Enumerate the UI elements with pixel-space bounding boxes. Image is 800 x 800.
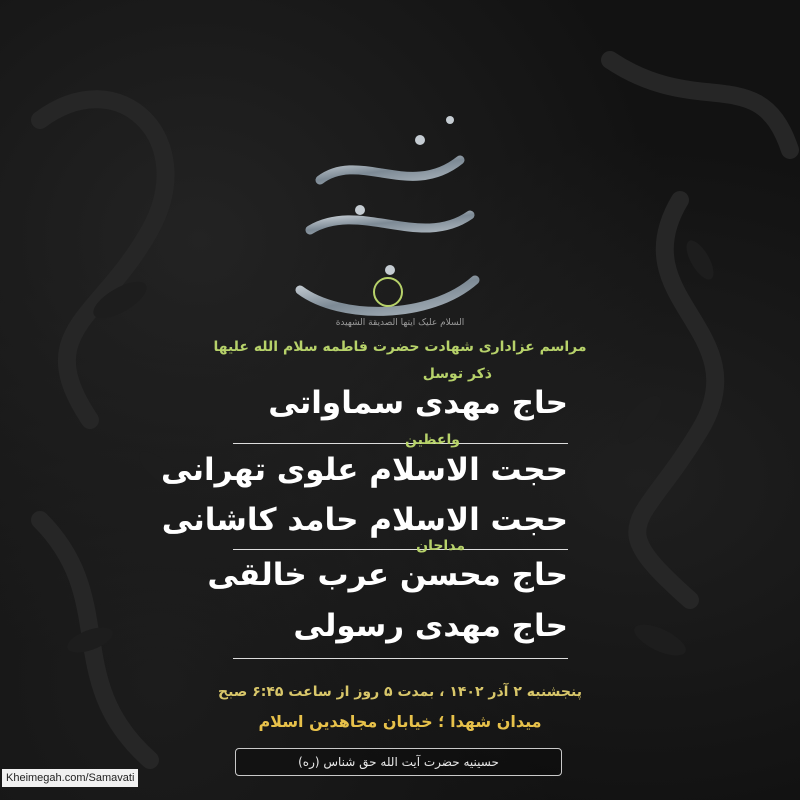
organizer-badge: حسینیه حضرت آیت الله حق شناس (ره) [235, 748, 562, 776]
divider-1 [233, 443, 568, 444]
maddah-2-name: حاج مهدی رسولی [293, 608, 568, 644]
zakir-name: حاج مهدی سماواتی [268, 385, 568, 421]
zekr-label: ذکر توسل [422, 366, 492, 382]
event-time: پنجشنبه ۲ آذر ۱۴۰۲ ، بمدت ۵ روز از ساعت ۶:۴۵ صبح [218, 684, 582, 700]
maddah-label: مداحان [416, 538, 465, 554]
divider-3 [233, 658, 568, 659]
watermark-link[interactable]: Kheimegah.com/Samavati [2, 769, 138, 787]
vaez-2-name: حجت الاسلام حامد کاشانی [161, 502, 568, 538]
salutation-text: السلام علیک ایتها الصدیقة الشهیدة [335, 318, 465, 328]
event-place: میدان شهدا ؛ خیابان مجاهدین اسلام [258, 712, 542, 731]
divider-2 [233, 549, 568, 550]
maddah-1-name: حاج محسن عرب خالقی [207, 557, 568, 593]
ceremony-title: مراسم عزاداری شهادت حضرت فاطمه سلام الله علیها [213, 339, 587, 355]
calligraphy-emblem-icon [270, 30, 500, 330]
vaez-label: واعظین [404, 432, 460, 448]
vaez-1-name: حجت الاسلام علوی تهرانی [160, 452, 568, 488]
